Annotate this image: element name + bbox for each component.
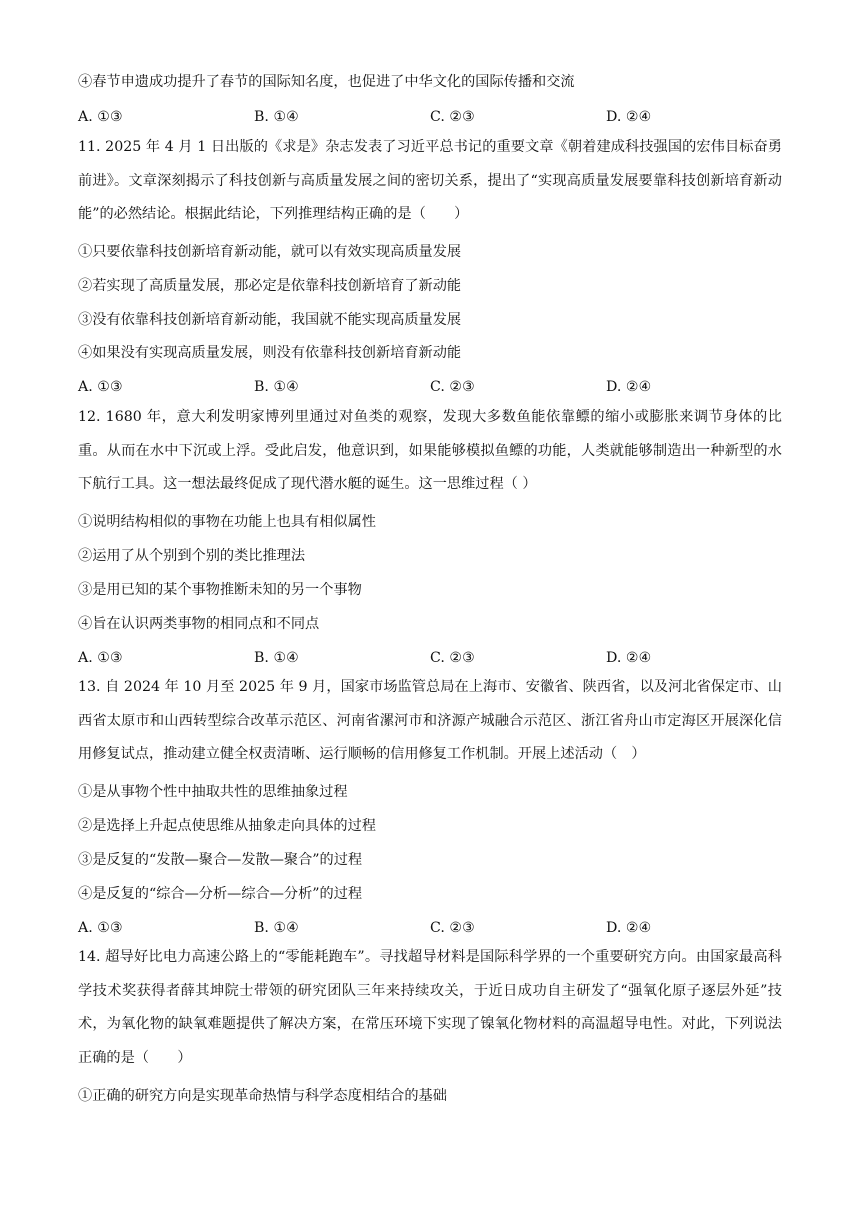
q12-item-2: ②运用了从个别到个别的类比推理法 xyxy=(78,548,306,564)
q10-option-a[interactable]: A. ①③ xyxy=(78,109,123,125)
q11-options xyxy=(78,377,782,397)
q13-option-d[interactable]: D. ②④ xyxy=(606,920,652,936)
q13-item-1: ①是从事物个性中抽取共性的思维抽象过程 xyxy=(78,784,348,800)
q13-stem: 13. 自 2024 年 10 月至 2025 年 9 月，国家市场监管总局在上海市、安徽省、陕西省，以及河北省保定市、山西省太原市和山西转型综合改革示范区、河南省漯河市和济源产城融合示范区、浙江省舟山市定海区开展深化信用修复试点，推动建立健全权责清晰、运行顺畅的信用修复工作机制。开展上述活动（ ） xyxy=(78,679,782,762)
q11-item-1: ①只要依靠科技创新培育新动能，就可以有效实现高质量发展 xyxy=(78,244,462,260)
q11-option-b[interactable]: B. ①④ xyxy=(254,379,299,395)
q10-item-4: ④春节申遗成功提升了春节的国际知名度，也促进了中华文化的国际传播和交流 xyxy=(78,74,575,90)
q10-options xyxy=(78,107,782,127)
q13-option-a[interactable]: A. ①③ xyxy=(78,920,123,936)
q11-item-3: ③没有依靠科技创新培育新动能，我国就不能实现高质量发展 xyxy=(78,312,462,328)
q11-stem: 11. 2025 年 4 月 1 日出版的《求是》杂志发表了习近平总书记的重要文章《朝着建成科技强国的宏伟目标奋勇前进》。文章深刻揭示了科技创新与高质量发展之间的密切关系，提出了“实现高质量发展要靠科技创新培育新动能”的必然结论。根据此结论，下列推理结构正确的是（ ） xyxy=(78,139,782,222)
q11-item-2: ②若实现了高质量发展，那必定是依靠科技创新培育了新动能 xyxy=(78,278,462,294)
q13-item-2: ②是选择上升起点使思维从抽象走向具体的过程 xyxy=(78,818,376,834)
q11-option-c[interactable]: C. ②③ xyxy=(430,379,475,395)
q11-option-a[interactable]: A. ①③ xyxy=(78,379,123,395)
q12-item-4: ④旨在认识两类事物的相同点和不同点 xyxy=(78,616,320,632)
q12-option-c[interactable]: C. ②③ xyxy=(430,650,475,666)
q12-options xyxy=(78,648,782,668)
q11-option-d[interactable]: D. ②④ xyxy=(606,379,652,395)
q13-item-3: ③是反复的“发散—聚合—发散—聚合”的过程 xyxy=(78,852,363,868)
q11-item-4: ④如果没有实现高质量发展，则没有依靠科技创新培育新动能 xyxy=(78,345,462,361)
q14-stem: 14. 超导好比电力高速公路上的“零能耗跑车”。寻找超导材料是国际科学界的一个重要研究方向。由国家最高科学技术奖获得者薛其坤院士带领的研究团队三年来持续攻关，于近日成功自主研发了“强氧化原子逐层外延”技术，为氧化物的缺氧难题提供了解决方案，在常压环境下实现了镍氧化物材料的高温超导电性。对此，下列说法正确的是（ ） xyxy=(78,949,782,1066)
q10-option-d[interactable]: D. ②④ xyxy=(606,109,652,125)
q13-option-b[interactable]: B. ①④ xyxy=(254,920,299,936)
q13-options xyxy=(78,918,782,938)
q12-stem: 12. 1680 年，意大利发明家博列里通过对鱼类的观察，发现大多数鱼能依靠鳔的缩小或膨胀来调节身体的比重。从而在水中下沉或上浮。受此启发，他意识到，如果能够模拟鱼鳔的功能，人类就能够制造出一种新型的水下航行工具。这一想法最终促成了现代潜水艇的诞生。这一思维过程（ ） xyxy=(78,409,782,492)
q14-item-1: ①正确的研究方向是实现革命热情与科学态度相结合的基础 xyxy=(78,1088,447,1104)
q12-item-1: ①说明结构相似的事物在功能上也具有相似属性 xyxy=(78,514,376,530)
q10-option-b[interactable]: B. ①④ xyxy=(254,109,299,125)
q10-option-c[interactable]: C. ②③ xyxy=(430,109,475,125)
q12-option-b[interactable]: B. ①④ xyxy=(254,650,299,666)
q12-item-3: ③是用已知的某个事物推断未知的另一个事物 xyxy=(78,582,362,598)
q12-option-d[interactable]: D. ②④ xyxy=(606,650,652,666)
q12-option-a[interactable]: A. ①③ xyxy=(78,650,123,666)
q13-item-4: ④是反复的“综合—分析—综合—分析”的过程 xyxy=(78,886,363,902)
q13-option-c[interactable]: C. ②③ xyxy=(430,920,475,936)
